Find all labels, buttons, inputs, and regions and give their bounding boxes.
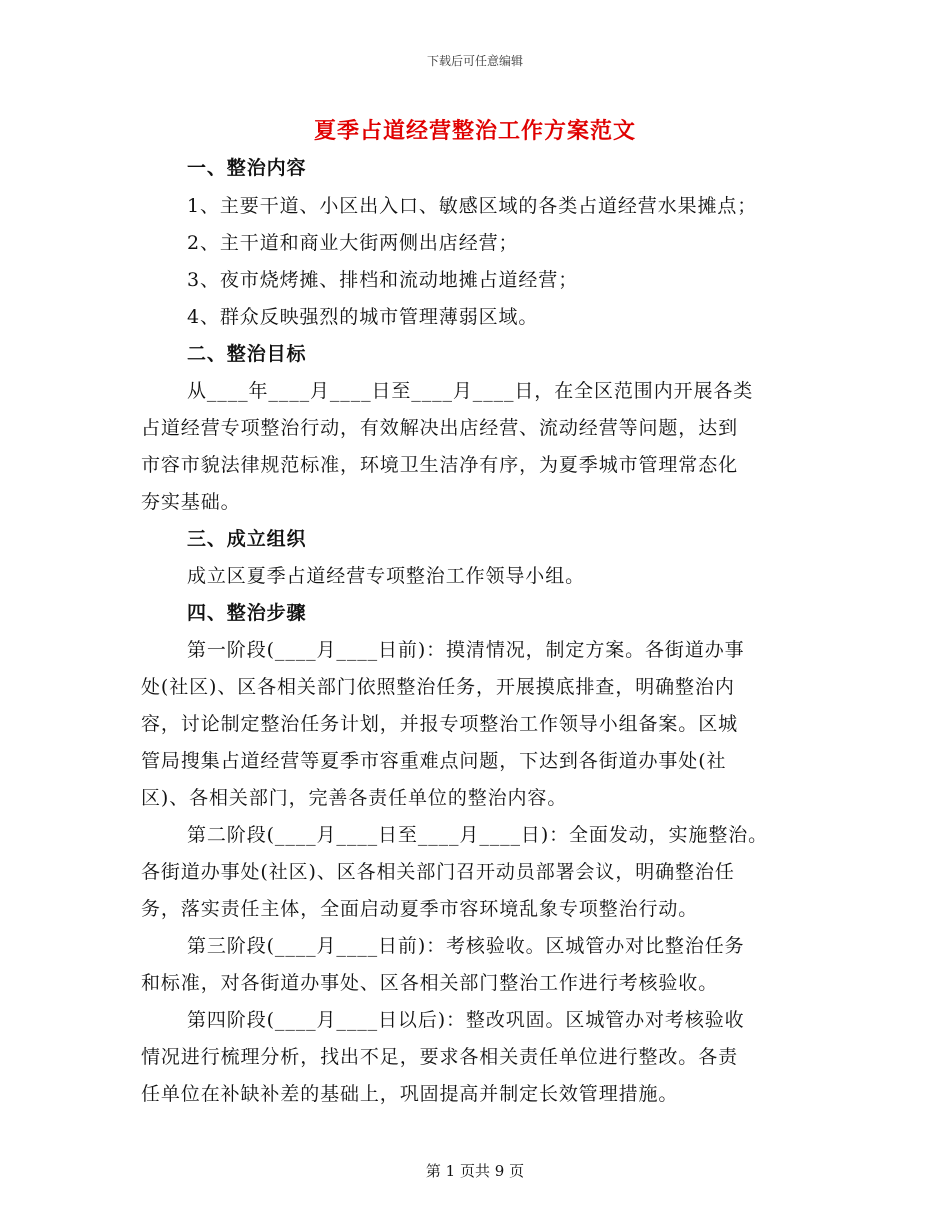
paragraph-line: 夯实基础。 xyxy=(141,491,241,513)
paragraph-line: 情况进行梳理分析，找出不足，要求各相关责任单位进行整改。各责 xyxy=(141,1046,739,1068)
paragraph-line: 务，落实责任主体，全面启动夏季市容环境乱象专项整治行动。 xyxy=(141,898,699,920)
paragraph-line: 任单位在补缺补差的基础上，巩固提高并制定长效管理措施。 xyxy=(141,1083,679,1105)
list-item: 4、群众反映强烈的城市管理薄弱区域。 xyxy=(187,306,539,328)
paragraph-line: 市容市貌法律规范标准，环境卫生洁净有序，为夏季城市管理常态化 xyxy=(141,454,739,476)
paragraph-line: 区)、各相关部门，完善各责任单位的整治内容。 xyxy=(141,787,568,809)
paragraph-line: 和标准，对各街道办事处、区各相关部门整治工作进行考核验收。 xyxy=(141,972,719,994)
paragraph-line: 第四阶段(____月____日以后)：整改巩固。区城管办对考核验收 xyxy=(187,1009,745,1031)
paragraph-line: 从____年____月____日至____月____日，在全区范围内开展各类 xyxy=(187,380,754,402)
paragraph-line: 第二阶段(____月____日至____月____日)：全面发动，实施整治。 xyxy=(187,824,769,846)
section-heading: 三、成立组织 xyxy=(187,528,307,550)
list-item: 3、夜市烧烤摊、排档和流动地摊占道经营； xyxy=(187,269,579,291)
paragraph-line: 处(社区)、区各相关部门依照整治任务，开展摸底排查，明确整治内 xyxy=(141,676,735,698)
paragraph-line: 各街道办事处(社区)、区各相关部门召开动员部署会议，明确整治任 xyxy=(141,861,735,883)
paragraph-line: 容，讨论制定整治任务计划，并报专项整治工作领导小组备案。区城 xyxy=(141,713,739,735)
section-heading: 四、整治步骤 xyxy=(187,602,307,624)
list-item: 1、主要干道、小区出入口、敏感区域的各类占道经营水果摊点； xyxy=(187,195,758,217)
document-title: 夏季占道经营整治工作方案范文 xyxy=(313,118,636,144)
paragraph-line: 第一阶段(____月____日前)：摸清情况，制定方案。各街道办事 xyxy=(187,639,745,661)
paragraph-line: 管局搜集占道经营等夏季市容重难点问题，下达到各街道办事处(社 xyxy=(141,750,727,772)
list-item: 2、主干道和商业大街两侧出店经营； xyxy=(187,232,519,254)
paragraph-line: 占道经营专项整治行动，有效解决出店经营、流动经营等问题，达到 xyxy=(141,417,739,439)
section-heading: 一、整治内容 xyxy=(187,157,307,179)
page-footer: 第 1 页共 9 页 xyxy=(425,1162,525,1180)
section-heading: 二、整治目标 xyxy=(187,343,307,365)
header-note: 下载后可任意编辑 xyxy=(426,54,523,68)
paragraph-line: 第三阶段(____月____日前)：考核验收。区城管办对比整治任务 xyxy=(187,935,745,957)
paragraph-line: 成立区夏季占道经营专项整治工作领导小组。 xyxy=(187,565,586,587)
